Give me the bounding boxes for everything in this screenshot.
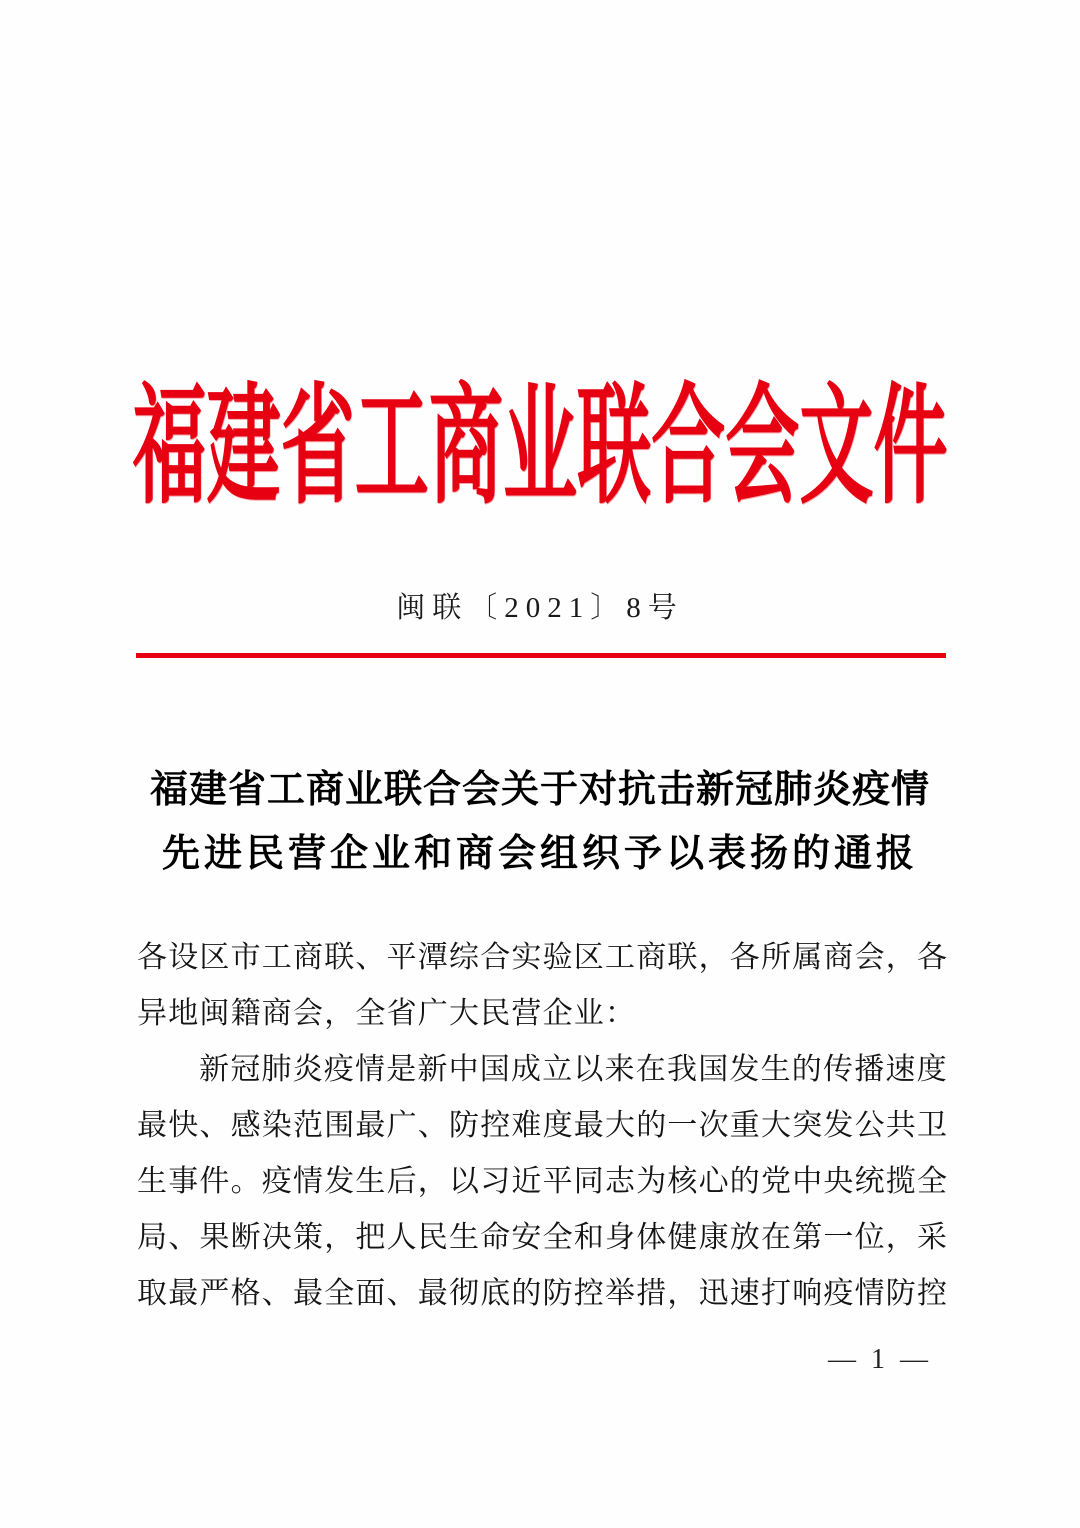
- document-title-line-2: 先进民营企业和商会组织予以表扬的通报: [161, 833, 918, 875]
- body-line: 异地闽籍商会，全省广大民营企业：: [137, 997, 637, 1030]
- red-separator-rule: [136, 653, 946, 658]
- doc-number: 闽联〔2021〕8号: [396, 592, 684, 624]
- body-line: 最快、感染范围最广、防控难度最大的一次重大突发公共卫: [137, 1109, 949, 1142]
- org-header: [0, 376, 1080, 520]
- document-body: [137, 930, 953, 1322]
- document-title: [0, 758, 1080, 886]
- body-line: 各设区市工商联、平潭综合实验区工商联，各所属商会，各: [137, 941, 949, 974]
- page-number: — 1 —: [828, 1344, 932, 1375]
- body-line: 新冠肺炎疫情是新中国成立以来在我国发生的传播速度: [199, 1053, 948, 1086]
- body-line: 生事件。疫情发生后，以习近平同志为核心的党中央统揽全: [137, 1165, 949, 1198]
- org-header-title: 福建省工商业联合会文件: [132, 376, 948, 520]
- body-line: 局、果断决策，把人民生命安全和身体健康放在第一位，采: [137, 1221, 949, 1254]
- document-title-line-1: 福建省工商业联合会关于对抗击新冠肺炎疫情: [149, 769, 930, 811]
- body-line: 取最严格、最全面、最彻底的防控举措，迅速打响疫情防控: [137, 1277, 949, 1310]
